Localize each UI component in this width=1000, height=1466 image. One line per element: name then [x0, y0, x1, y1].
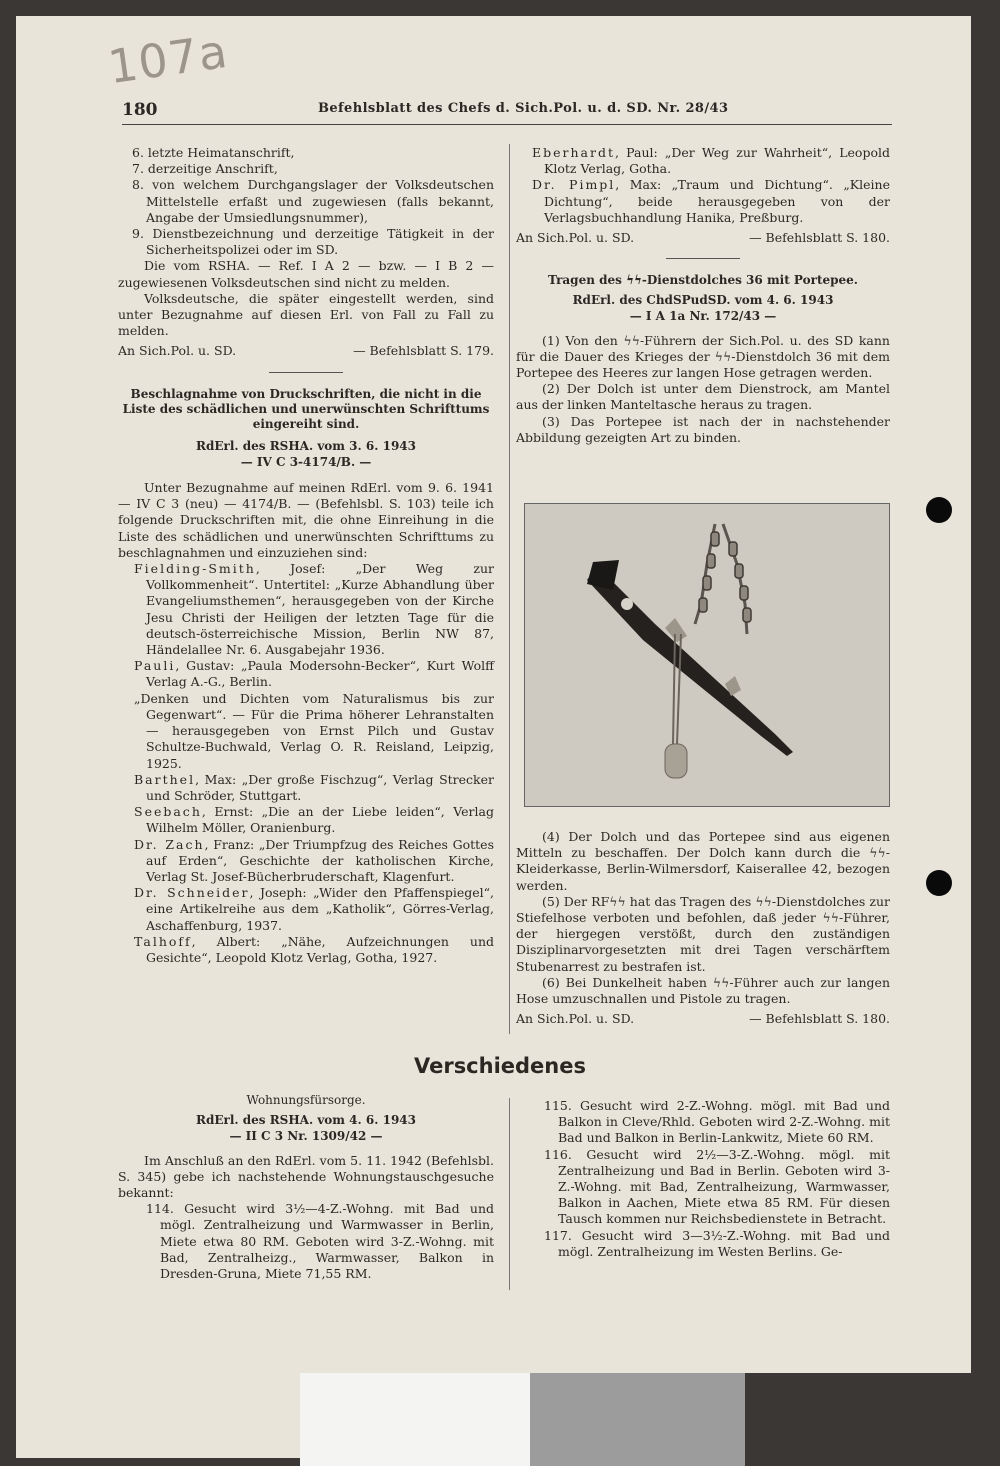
section-title: Tragen des ϟϟ-Dienstdolches 36 mit Portepee. [548, 273, 858, 288]
list-item: Dr. Schneider, Joseph: „Wider den Pfaffenspiegel“, eine Artikelreihe aus dem „Katholik“, Görres-Verlag, Aschaffenburg, 1937. [134, 885, 494, 933]
calibration-swatch-white [300, 1373, 530, 1466]
list-item: 114. Gesucht wird 3½—4-Z.-Wohng. mit Bad und mögl. Zentralheizung und Warmwasser in Berlin, Miete etwa 80 RM. Geboten wird 3-Z.-Wohng. mit Bad, Zentralheizg., Warmwasser, Balkon in Dresden-Gruna, Miete 71,55 RM. [146, 1201, 494, 1282]
right-column [516, 145, 890, 446]
signature-line [516, 1011, 890, 1027]
list-item: Eberhardt, Paul: „Der Weg zur Wahrheit“, Leopold Klotz Verlag, Gotha. [532, 145, 890, 177]
list-item: Barthel, Max: „Der große Fischzug“, Verlag Strecker und Schröder, Stuttgart. [134, 771, 494, 803]
paragraph: Volksdeutsche, die später eingestellt werden, sind unter Bezugnahme auf diesen Erl. von Fall zu Fall zu melden. [118, 290, 494, 339]
section-heading: Verschiedenes [413, 1054, 586, 1078]
column-divider [509, 1098, 510, 1290]
dagger-photograph [524, 503, 890, 807]
paragraph: (2) Der Dolch ist unter dem Dienstrock, am Mantel aus der linken Manteltasche heraus zu tragen. [516, 381, 890, 413]
subheading: Wohnungsfürsorge. [246, 1093, 366, 1107]
reference: — Befehlsblatt S. 179. [353, 343, 494, 359]
paragraph: (3) Das Portepee ist nach der in nachstehender Abbildung gezeigten Art zu binden. [516, 413, 890, 445]
addressee: An Sich.Pol. u. SD. [118, 343, 237, 359]
list-item: 9. Dienstbezeichnung und derzeitige Tätigkeit in der Sicherheitspolizei oder im SD. [132, 226, 494, 258]
list-item: Fielding-Smith, Josef: „Der Weg zur Vollkommenheit“. Untertitel: „Kurze Abhandlung über Evangeliumsthemen“, herausgegeben von der Kirche Jesu Christi der Heiligen der letzten Tage für die deutsch-österreichische Mission, Berlin NW 87, Händelallee Nr. 6. Ausgabejahr 1936. [134, 561, 494, 658]
list-item: Talhoff, Albert: „Nähe, Aufzeichnungen und Gesichte“, Leopold Klotz Verlag, Gotha, 1927. [134, 933, 494, 965]
section-divider [666, 258, 740, 259]
calibration-swatch-gray [530, 1373, 745, 1466]
signature-line [118, 343, 494, 359]
running-title: Befehlsblatt des Chefs d. Sich.Pol. u. d. SD. Nr. 28/43 [318, 101, 729, 116]
left-column [118, 145, 494, 966]
column-divider [509, 144, 510, 1034]
right-column-continued [516, 829, 890, 1027]
reference: — Befehlsblatt S. 180. [749, 1011, 890, 1027]
section-divider [269, 372, 343, 373]
reference: — Befehlsblatt S. 180. [749, 230, 890, 246]
list-item: „Denken und Dichten vom Naturalismus bis zur Gegenwart“. — Für die Prima höherer Lehranstalten — herausgegeben von Ernst Pilch und Gustav Schultze-Buchwald, Verlag O. R. Reisland, Leipzig, 1925. [134, 690, 494, 771]
paragraph: (4) Der Dolch und das Portepee sind aus eigenen Mitteln zu beschaffen. Der Dolch kann durch die ϟϟ-Kleiderkasse, Berlin-Wilmersdorf, Kaiserallee 42, bezogen werden. [516, 829, 890, 893]
list-item: 116. Gesucht wird 2½—3-Z.-Wohng. mögl. mit Zentralheizung und Bad in Berlin. Geboten wird 3-Z.-Wohng. mit Bad, Zentralheizung, Warmwasser, Balkon in Aachen, Miete etwa 85 RM. Für diesen Tausch kommen nur Reichsbedienstete in Betracht. [544, 1146, 890, 1227]
decree-line: RdErl. des RSHA. vom 4. 6. 1943 [195, 1113, 416, 1128]
decree-ref: — II C 3 Nr. 1309/42 — [229, 1129, 383, 1144]
page-number: 180 [122, 100, 158, 120]
list-item: Dr. Zach, Franz: „Der Triumpfzug des Reiches Gottes auf Erden“, Geschichte der katholischen Kirche, Verlag St. Josef-Bücherbruderschaft, Klagenfurt. [134, 836, 494, 884]
paragraph: Die vom RSHA. — Ref. I A 2 — bzw. — I B 2 — zugewiesenen Volksdeutschen sind nicht zu melden. [118, 258, 494, 290]
list-item: 6. letzte Heimatanschrift, [132, 145, 295, 160]
list-item: Seebach, Ernst: „Die an der Liebe leiden“, Verlag Wilhelm Möller, Oranienburg. [134, 804, 494, 836]
calibration-swatch-dark [745, 1373, 1000, 1466]
handwritten-annotation: 107a [104, 23, 232, 95]
addressee: An Sich.Pol. u. SD. [516, 230, 635, 246]
paragraph: (6) Bei Dunkelheit haben ϟϟ-Führer auch zur langen Hose umzuschnallen und Pistole zu tragen. [516, 974, 890, 1007]
list-item: 8. von welchem Durchgangslager der Volksdeutschen Mittelstelle erfaßt und zugewiesen (falls bekannt, Angabe der Umsiedlungsnummer), [132, 177, 494, 225]
decree-line: RdErl. des RSHA. vom 3. 6. 1943 [195, 438, 416, 453]
paragraph: (1) Von den ϟϟ-Führern der Sich.Pol. u. des SD kann für die Dauer des Krieges der ϟϟ-Dienstdolch 36 mit dem Portepee des Heeres zur langen Hose getragen werden. [516, 332, 890, 381]
header-rule [122, 124, 892, 125]
bottom-left-column [118, 1092, 494, 1282]
punch-hole [926, 870, 952, 896]
dagger-illustration [525, 504, 889, 806]
decree-ref: — IV C 3-4174/B. — [240, 454, 372, 469]
paragraph: Im Anschluß an den RdErl. vom 5. 11. 1942 (Befehlsbl. S. 345) gebe ich nachstehende Wohnungstauschgesuche bekannt: [118, 1152, 494, 1201]
signature-line [516, 230, 890, 246]
decree-ref: — I A 1a Nr. 172/43 — [629, 309, 777, 324]
paragraph: Unter Bezugnahme auf meinen RdErl. vom 9. 6. 1941 — IV C 3 (neu) — 4174/B. — (Befehlsbl. S. 103) teile ich folgende Druckschriften mit, die ohne Einreihung in die Liste des schädlichen und unerwünschten Schrifttums zu beschlagnahmen und einzuziehen sind: [118, 480, 494, 560]
decree-line: RdErl. des ChdSPudSD. vom 4. 6. 1943 [572, 293, 834, 308]
bottom-right-column [516, 1098, 890, 1260]
list-item: Dr. Pimpl, Max: „Traum und Dichtung“. „Kleine Dichtung“, beide herausgegeben von der Verlagsbuchhandlung Hanika, Preßburg. [532, 177, 890, 225]
list-item: 117. Gesucht wird 3—3½-Z.-Wohng. mit Bad und mögl. Zentralheizung im Westen Berlins. Ge- [544, 1227, 890, 1259]
list-item: 115. Gesucht wird 2-Z.-Wohng. mögl. mit Bad und Balkon in Cleve/Rhld. Geboten wird 2-Z.-Wohng. mit Bad und Balkon in Berlin-Lankwitz, Miete 60 RM. [544, 1098, 890, 1146]
punch-hole [926, 497, 952, 523]
section-title: Beschlagnahme von Druckschriften, die nicht in die Liste des schädlichen und unerwünschten Schrifttums eingereiht sind. [122, 386, 490, 431]
paragraph: (5) Der RFϟϟ hat das Tragen des ϟϟ-Dienstdolches zur Stiefelhose verboten und befohlen, daß jeder ϟϟ-Führer, der hiergegen verstößt, durch den zuständigen Disziplinarvorgesetzten mit drei Tagen verschärftem Stubenarrest zu bestrafen ist. [516, 893, 890, 974]
list-item: 7. derzeitige Anschrift, [132, 161, 278, 177]
addressee: An Sich.Pol. u. SD. [516, 1011, 635, 1027]
list-item: Pauli, Gustav: „Paula Modersohn-Becker“, Kurt Wolff Verlag A.-G., Berlin. [134, 658, 494, 690]
